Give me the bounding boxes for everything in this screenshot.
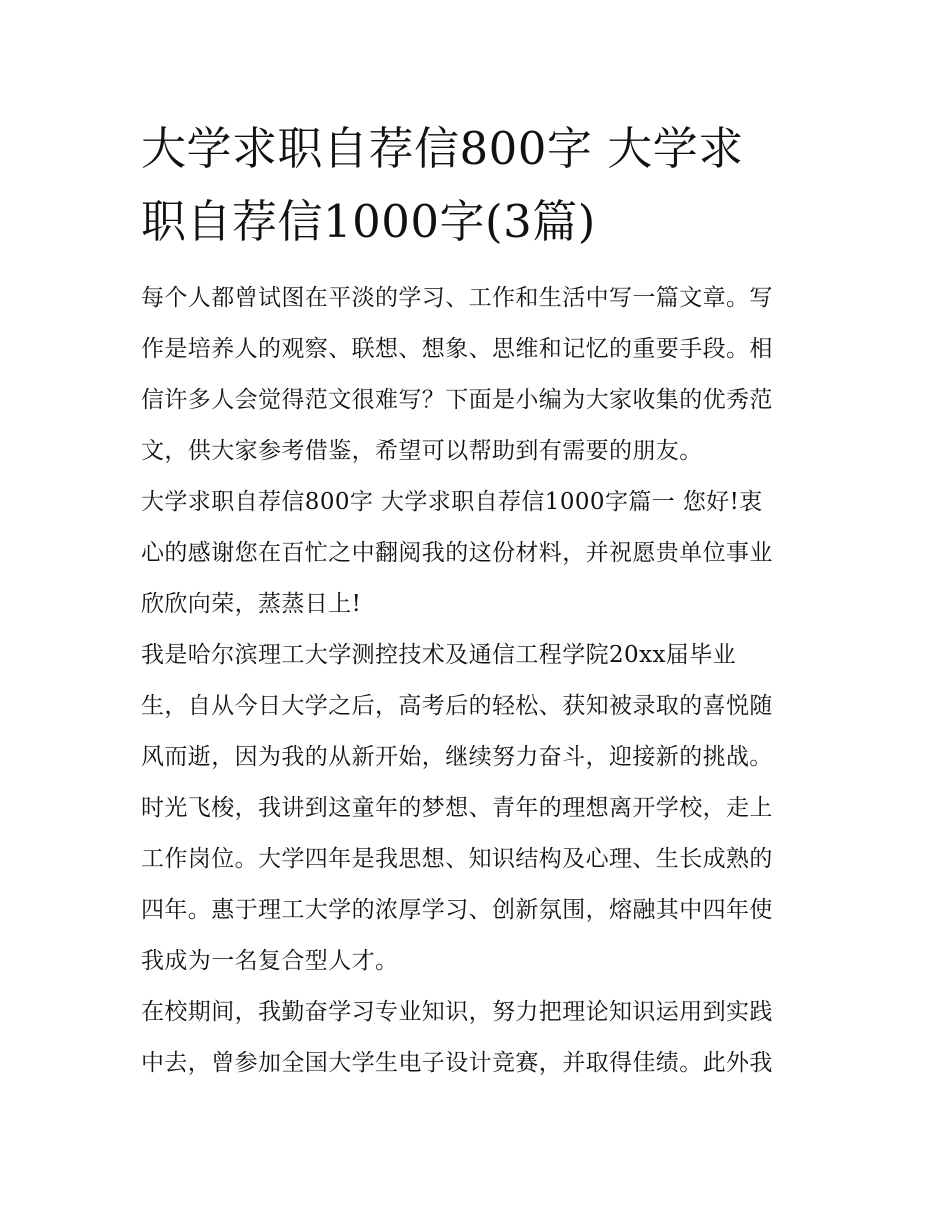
document-title (141, 112, 813, 258)
body-line: 大学求职自荐信800字 大学求职自荐信1000字篇一 您好!衷 (141, 489, 763, 515)
body-line: 欣欣向荣，蒸蒸日上! (141, 591, 362, 617)
body-line: 工作岗位。大学四年是我思想、知识结构及心理、生长成熟的 (141, 846, 773, 872)
body-line: 作是培养人的观察、联想、想象、思维和记忆的重要手段。相 (141, 336, 773, 362)
document-body (141, 273, 813, 1089)
title-line: 大学求职自荐信800字 大学求 (141, 122, 744, 175)
body-line: 我是哈尔滨理工大学测控技术及通信工程学院20xx届毕业 (141, 642, 737, 668)
body-line: 在校期间，我勤奋学习专业知识，努力把理论知识运用到实践 (141, 999, 773, 1025)
body-line: 我成为一名复合型人才。 (141, 948, 399, 974)
title-line: 职自荐信1000字(3篇) (141, 195, 596, 248)
body-line: 生，自从今日大学之后，高考后的轻松、获知被录取的喜悦随 (141, 693, 773, 719)
body-line: 四年。惠于理工大学的浓厚学习、创新氛围，熔融其中四年使 (141, 897, 773, 923)
body-line: 文，供大家参考借鉴，希望可以帮助到有需要的朋友。 (141, 438, 703, 464)
body-line: 每个人都曾试图在平淡的学习、工作和生活中写一篇文章。写 (141, 285, 773, 311)
body-line: 时光飞梭，我讲到这童年的梦想、青年的理想离开学校，走上 (141, 795, 773, 821)
document-page (141, 112, 813, 1089)
body-line: 心的感谢您在百忙之中翻阅我的这份材料，并祝愿贵单位事业 (141, 540, 773, 566)
body-line: 风而逝，因为我的从新开始，继续努力奋斗，迎接新的挑战。 (141, 744, 773, 770)
body-line: 信许多人会觉得范文很难写？下面是小编为大家收集的优秀范 (141, 387, 773, 413)
body-line: 中去，曾参加全国大学生电子设计竞赛，并取得佳绩。此外我 (141, 1050, 773, 1076)
